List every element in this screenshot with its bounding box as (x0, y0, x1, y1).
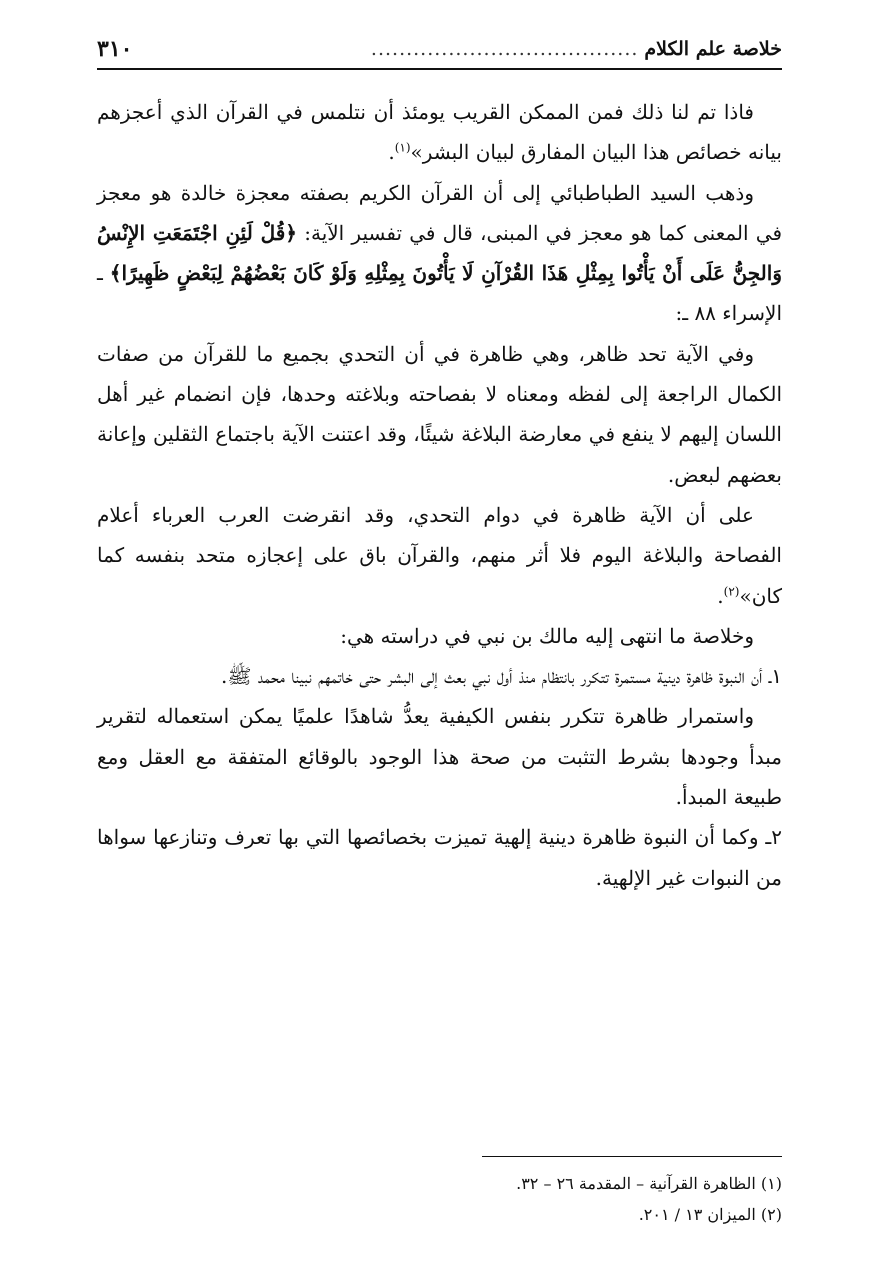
footnotes (97, 1168, 782, 1230)
paragraph-5: وخلاصة ما انتهى إليه مالك بن نبي في دراسته هي: (340, 623, 754, 648)
list-item-2: ٢ـ وكما أن النبوة ظاهرة دينية إلهية تميزت بخصائصها التي بها تعرف وتنازعها سواها من النبوات غير الإلهية. (97, 825, 782, 890)
header-title-group (371, 38, 782, 60)
paragraph-3: وفي الآية تحد ظاهر، وهي ظاهرة في أن التحدي بجميع ما للقرآن من صفات الكمال الراجعة إلى لفظه ومعناه لا بفصاحته وبلاغته وحدها، فإن انضمام غير أهل اللسان إليهم لا ينفع في معارضة البلاغة شيئًا، وقد اعتنت الآية باجتماع الثقلين وإعانة بعضهم لبعض. (97, 341, 782, 487)
main-text (97, 92, 782, 898)
running-header (97, 30, 782, 70)
quran-verse: ﴿قُلْ لَئِنِ اجْتَمَعَتِ الإِنْسُ وَالجِنُّ عَلَى أَنْ يَأْتُوا بِمِثْلِ هَذَا القُرْآنِ لَا يَأْتُونَ بِمِثْلِهِ وَلَوْ كَانَ بَعْضُهُمْ لِبَعْضٍ ظَهِيرًا﴾ (97, 220, 782, 286)
list-item-1: ١ـ أن النبوة ظاهرة دينية مستمرة تتكرر بانتظام منذ أول نبي بعث إلى البشر حتى خاتمهم نبينا محمد ﷺ. (220, 664, 782, 689)
paragraph-4-end: . (717, 583, 724, 608)
paragraph-2 (97, 173, 782, 334)
footnote-divider (482, 1156, 782, 1157)
paragraph-4 (97, 495, 782, 616)
verse-reference: ـ الإسراء ٨٨ ـ: (97, 261, 782, 326)
header-leader-dots: ...................................... (370, 38, 639, 60)
footnote-2: (٢) الميزان ١٣ / ٢٠١. (638, 1205, 782, 1224)
paragraph-1 (97, 92, 782, 173)
paragraph-1-end: . (388, 140, 395, 165)
paragraph-7: واستمرار ظاهرة تتكرر بنفس الكيفية يعدُّ شاهدًا علميًا يمكن استعماله لتقرير مبدأ وجودها بشرط التثبت من صحة هذا الوجود بالوقائع المتفقة مع العقل ومع طبيعة المبدأ. (97, 704, 782, 810)
book-page (97, 30, 782, 1230)
footnote-1: (١) الظاهرة القرآنية – المقدمة ٢٦ – ٣٢. (516, 1174, 782, 1193)
paragraph-4-text: على أن الآية ظاهرة في دوام التحدي، وقد انقرضت العرب العرباء أعلام الفصاحة والبلاغة اليوم فلا أثر منهم، والقرآن باق على إعجازه متحد بنفسه كما كان» (97, 502, 782, 608)
header-title: خلاصة علم الكلام (644, 38, 782, 60)
page-number: ٣١٠ (97, 36, 133, 62)
paragraph-2-intro: وذهب السيد الطباطبائي إلى أن القرآن الكريم بصفته معجزة خالدة هو معجز في المعنى كما هو معجز في المبنى، قال في تفسير الآية: (97, 180, 783, 245)
footnote-ref-2: (٢) (723, 583, 740, 598)
footnote-ref-1: (١) (394, 140, 411, 155)
paragraph-1-text: فاذا تم لنا ذلك فمن الممكن القريب يومئذ أن نتلمس في القرآن الذي أعجزهم بيانه خصائص هذا البيان المفارق لبيان البشر» (97, 100, 782, 165)
